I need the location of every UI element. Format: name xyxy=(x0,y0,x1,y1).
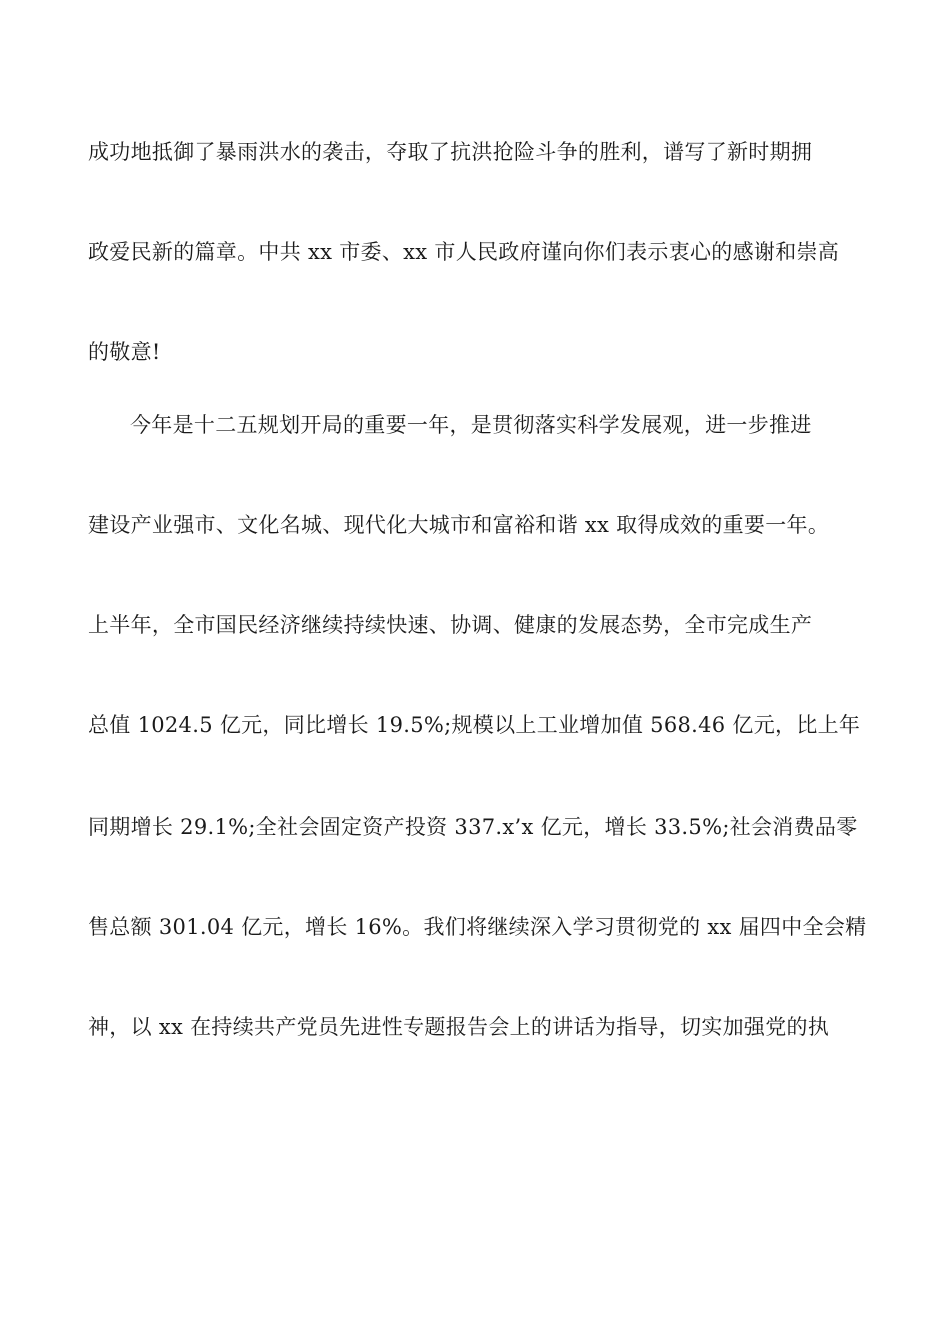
text-line-7: 总值 1024.5 亿元，同比增长 19.5%;规模以上工业增加值 568.46 亿元，比上年 xyxy=(88,713,861,737)
text-line-9: 售总额 301.04 亿元，增长 16%。我们将继续深入学习贯彻党的 xx 届四中全会精 xyxy=(88,915,867,939)
text-line-1: 成功地抵御了暴雨洪水的袭击，夺取了抗洪抢险斗争的胜利，谱写了新时期拥 xyxy=(88,140,813,164)
text-line-3: 的敬意! xyxy=(88,340,161,364)
text-line-10: 神，以 xx 在持续共产党员先进性专题报告会上的讲话为指导，切实加强党的执 xyxy=(88,1015,830,1039)
text-line-4: 今年是十二五规划开局的重要一年，是贯彻落实科学发展观，进一步推进 xyxy=(130,413,812,437)
text-line-8: 同期增长 29.1%;全社会固定资产投资 337.x’x 亿元，增长 33.5%;社会消费品零 xyxy=(88,815,858,839)
text-line-6: 上半年，全市国民经济继续持续快速、协调、健康的发展态势，全市完成生产 xyxy=(88,613,813,637)
text-line-5: 建设产业强市、文化名城、现代化大城市和富裕和谐 xx 取得成效的重要一年。 xyxy=(88,513,830,537)
text-line-2: 政爱民新的篇章。中共 xx 市委、xx 市人民政府谨向你们表示衷心的感谢和崇高 xyxy=(88,240,840,264)
